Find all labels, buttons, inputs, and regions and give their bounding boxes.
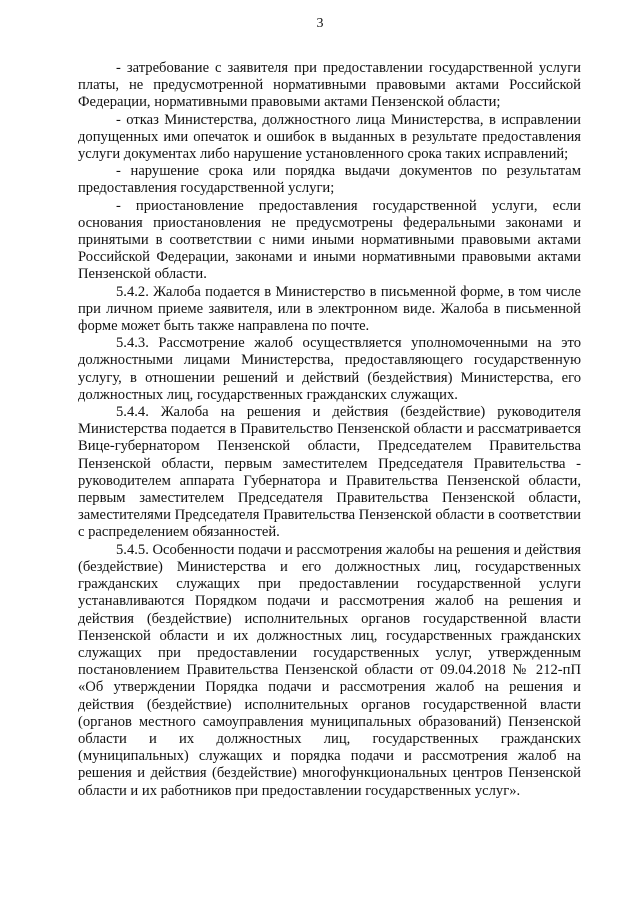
paragraph-5-4-5: 5.4.5. Особенности подачи и рассмотрения жалобы на решения и действия (бездействие) Министерства и его должностных лиц, государственных гражданских служащих при предоставлении государственной услуги устанавливаются Порядком подачи и рассмотрения жалоб на решения и действия (бездействие) исполнительных органов государственной власти Пензенской области и их должностных лиц, государственных гражданских служащих при предоставлении государственных услуг, утвержденным постановлением Правительства Пензенской области от 09.04.2018 № 212-пП «Об утверждении Порядка подачи и рассмотрения жалоб на решения и действия (бездействие) исполнительных органов государственной власти (органов местного самоуправления муниципальных образований) Пензенской области и их должностных лиц, государственных гражданских (муниципальных) служащих и порядка подачи и рассмотрения жалоб на решения и действия (бездействие) многофункциональных центров Пензенской области и их работников при предоставлении государственных услуг». [78, 541, 581, 799]
paragraph-5-4-4: 5.4.4. Жалоба на решения и действия (бездействие) руководителя Министерства подается в Правительство Пензенской области и рассматривается Вице-губернатором Пензенской области, Председателем Правительства Пензенской области, первым заместителем Председателя Правительства - руководителем аппарата Губернатора и Правительства Пензенской области, первым заместителем Председателя Правительства Пензенской области, заместителями Председателя Правительства Пензенской области в соответствии с распределением обязанностей. [78, 404, 581, 541]
document-body [78, 60, 581, 800]
paragraph-list-item-issuance-violation: - нарушение срока или порядка выдачи документов по результатам предоставления государственной услуги; [78, 163, 581, 197]
paragraph-list-item-suspension: - приостановление предоставления государственной услуги, если основания приостановления не предусмотрены федеральными законами и принятыми в соответствии с ними иными нормативными правовыми актами Российской Федерации, законами и иными нормативными правовыми актами Пензенской области. [78, 197, 581, 283]
paragraph-5-4-3: 5.4.3. Рассмотрение жалоб осуществляется уполномоченными на это должностными лицами Министерства, предоставляющего государственную услугу, в отношении решений и действий (бездействия) Министерства, его должностных лиц, государственных гражданских служащих. [78, 335, 581, 403]
paragraph-list-item-correction-refusal: - отказ Министерства, должностного лица Министерства, в исправлении допущенных ими опечаток и ошибок в выданных в результате предоставления услуги документах либо нарушение установленного срока таких исправлений; [78, 111, 581, 163]
page-number: 3 [316, 16, 324, 31]
paragraph-list-item-fee-demand: - затребование с заявителя при предоставлении государственной услуги платы, не предусмотренной нормативными правовыми актами Российской Федерации, нормативными правовыми актами Пензенской области; [78, 60, 581, 111]
paragraph-5-4-2: 5.4.2. Жалоба подается в Министерство в письменной форме, в том числе при личном приеме заявителя, или в электронном виде. Жалоба в письменной форме может быть также направлена по почте. [78, 283, 581, 335]
